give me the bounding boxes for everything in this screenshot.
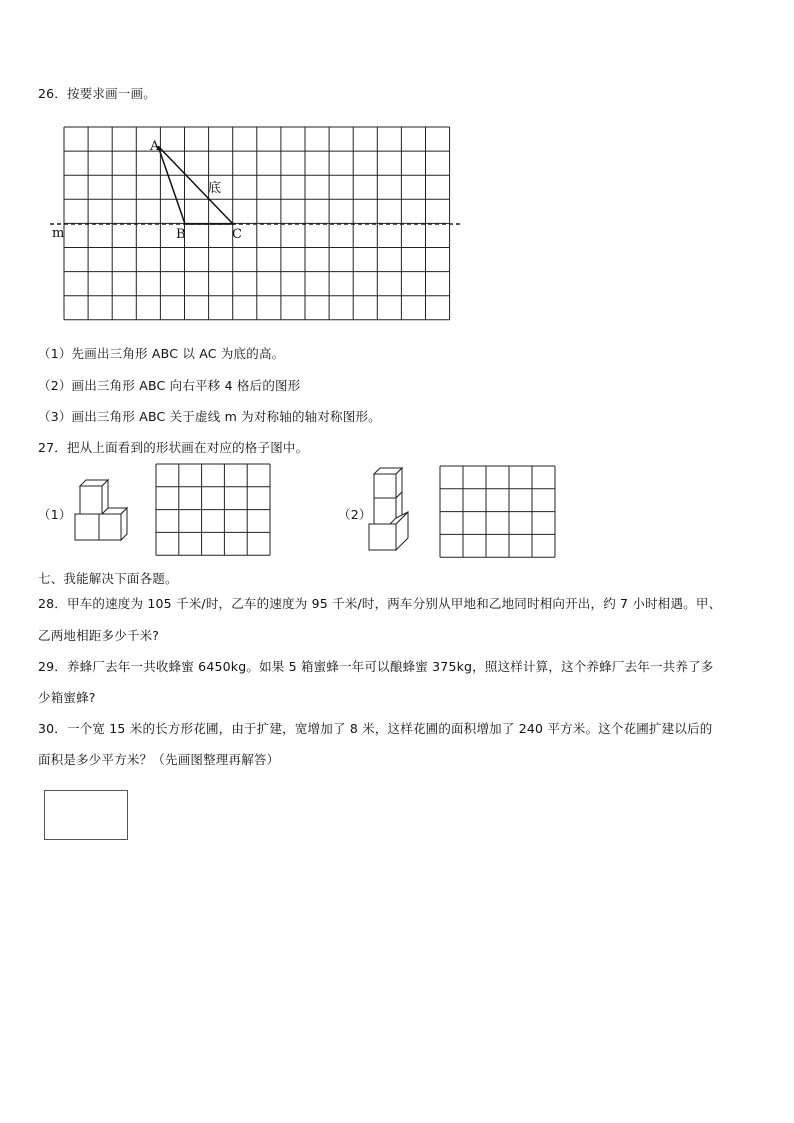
section7-title: 七、我能解决下面各题。 — [38, 571, 178, 586]
q26-task-1: （1）先画出三角形 ABC 以 AC 为底的高。 — [38, 346, 285, 361]
q29-line-1: 29．养蜂厂去年一共收蜂蜜 6450kg。如果 5 箱蜜蜂一年可以酿蜂蜜 375kg，照这样计算，这个养蜂厂去年一共养了多 — [38, 659, 714, 674]
axis-label-m: m — [52, 226, 65, 241]
q29-line-2: 少箱蜜蜂? — [38, 690, 96, 705]
cube-figure-2 — [366, 468, 414, 556]
answer-grid-1[interactable] — [156, 464, 271, 557]
q27-title: 27．把从上面看到的形状画在对应的格子图中。 — [38, 440, 309, 455]
cube-figure-1 — [72, 478, 132, 542]
answer-box[interactable] — [44, 790, 128, 840]
q28-line-1: 28．甲车的速度为 105 千米/时，乙车的速度为 95 千米/时，两车分别从甲地和乙地同时相向开出，约 7 小时相遇。甲、 — [38, 596, 722, 611]
q26-title: 26．按要求画一画。 — [38, 86, 156, 101]
q30-line-1: 30．一个宽 15 米的长方形花圃，由于扩建，宽增加了 8 米，这样花圃的面积增加了 240 平方米。这个花圃扩建以后的 — [38, 721, 713, 736]
base-label: 底 — [208, 181, 222, 196]
q27-label-1: （1） — [38, 507, 72, 522]
q28-line-2: 乙两地相距多少千米? — [38, 628, 160, 643]
point-label-b: B — [176, 227, 186, 242]
point-label-a: A — [150, 139, 160, 154]
q26-grid-figure — [50, 120, 470, 330]
q26-task-2: （2）画出三角形 ABC 向右平移 4 格后的图形 — [38, 378, 301, 393]
q27-label-2: （2） — [338, 507, 372, 522]
point-label-c: C — [232, 227, 242, 242]
answer-grid-2[interactable] — [440, 466, 556, 558]
triangle-abc — [158, 146, 233, 224]
q30-line-2: 面积是多少平方米？（先画图整理再解答） — [38, 752, 280, 767]
q26-task-3: （3）画出三角形 ABC 关于虚线 m 为对称轴的轴对称图形。 — [38, 409, 381, 424]
